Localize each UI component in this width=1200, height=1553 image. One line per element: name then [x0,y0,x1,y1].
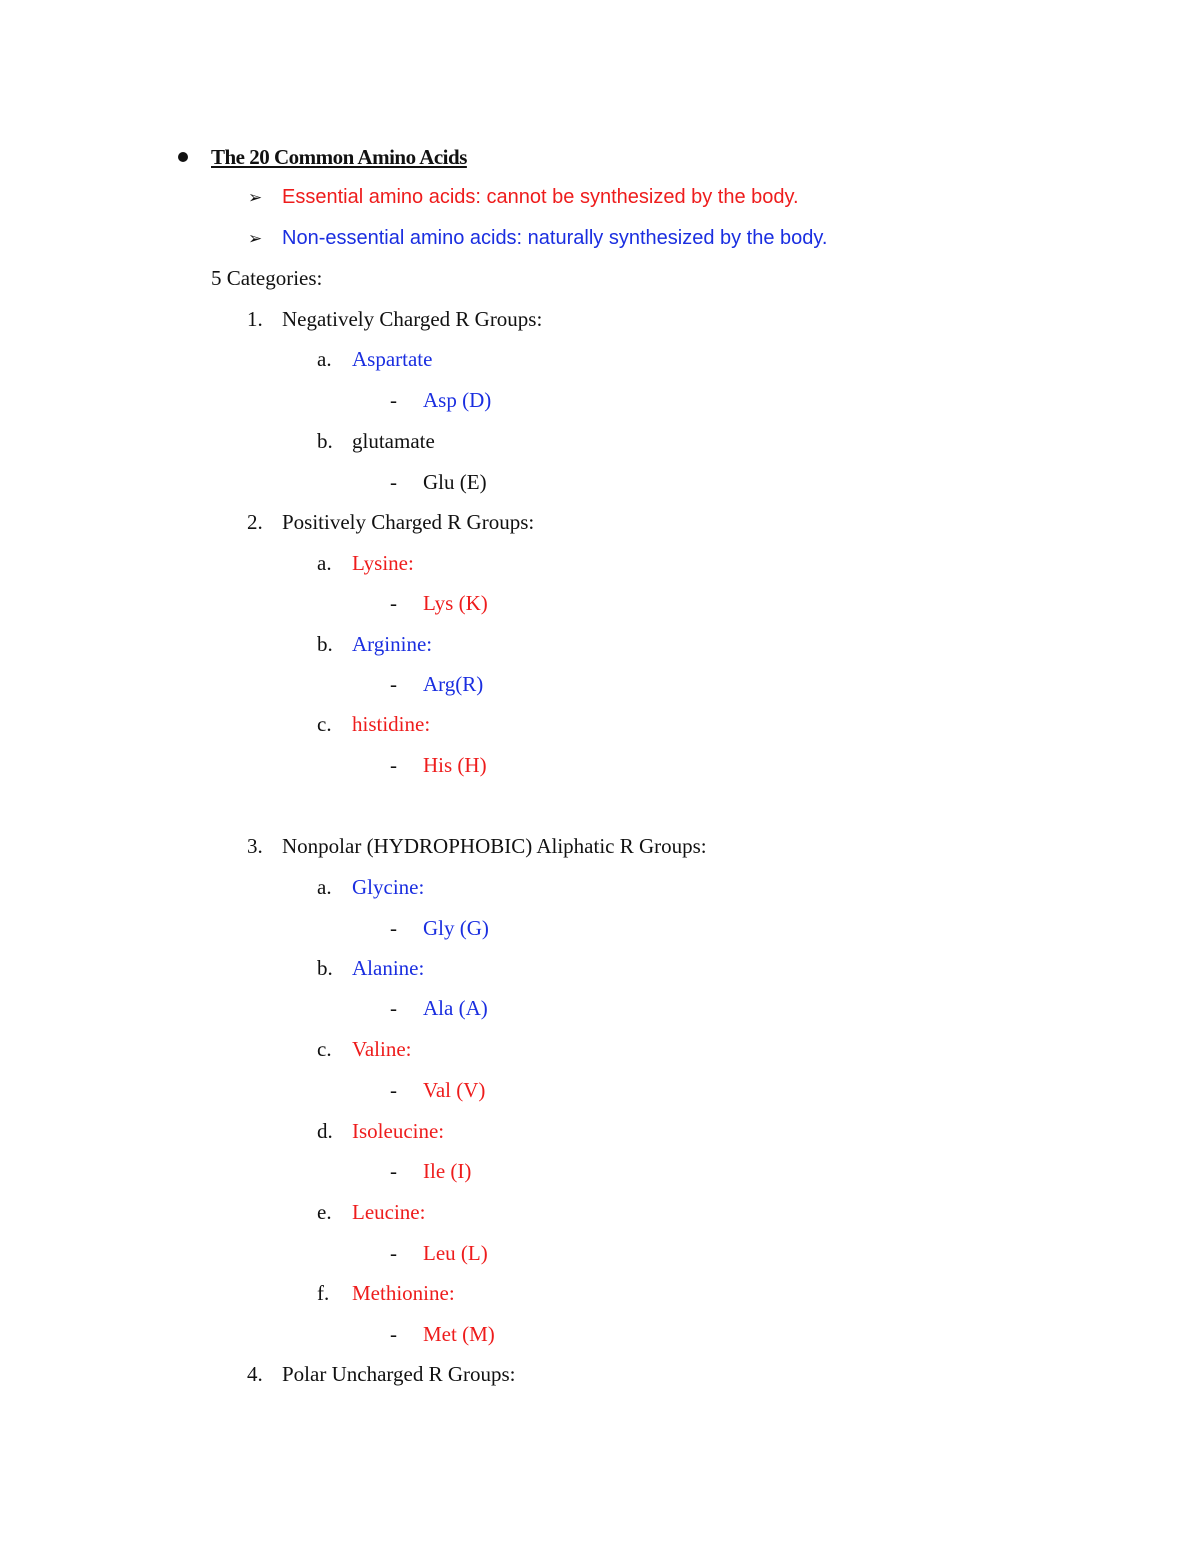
group-number: 3. [247,834,263,858]
bullet-icon [178,152,188,162]
group-number: 1. [247,307,263,331]
amino-acid-name: Arginine: [352,632,433,656]
essential-note: Essential amino acids: cannot be synthesized by the body. [282,186,799,208]
amino-acid-abbreviation: Ala (A) [423,996,488,1020]
item-letter: a. [317,551,332,575]
amino-acid-name: Methionine: [352,1281,455,1305]
group-label: Polar Uncharged R Groups: [282,1362,516,1386]
group-label: Positively Charged R Groups: [282,510,535,534]
dash-marker: - [390,1078,397,1102]
amino-acid-abbreviation: Leu (L) [423,1241,488,1265]
arrow-bullet-icon: ➢ [248,229,263,248]
item-letter: a. [317,875,332,899]
amino-acid-name: glutamate [352,429,435,453]
amino-acid-abbreviation: Asp (D) [423,388,492,412]
amino-acid-abbreviation: Lys (K) [423,591,488,615]
amino-acid-abbreviation: His (H) [423,753,487,777]
item-letter: b. [317,632,333,656]
amino-acid-name: Valine: [352,1037,412,1061]
item-letter: b. [317,956,333,980]
dash-marker: - [390,1241,397,1265]
dash-marker: - [390,1322,397,1346]
item-letter: d. [317,1119,333,1143]
group-number: 4. [247,1362,263,1386]
item-letter: a. [317,347,332,371]
item-letter: f. [317,1281,330,1305]
dash-marker: - [390,1159,397,1183]
amino-acid-abbreviation: Arg(R) [423,672,484,696]
dash-marker: - [390,591,397,615]
amino-acid-abbreviation: Met (M) [423,1322,495,1346]
amino-acid-abbreviation: Ile (I) [423,1159,472,1183]
page-title: The 20 Common Amino Acids [211,145,467,169]
amino-acid-name: Lysine: [352,551,414,575]
arrow-bullet-icon: ➢ [248,188,263,207]
amino-acid-abbreviation: Val (V) [423,1078,486,1102]
amino-acid-name: Isoleucine: [352,1119,445,1143]
dash-marker: - [390,916,397,940]
item-letter: b. [317,429,333,453]
nonessential-note: Non-essential amino acids: naturally synthesized by the body. [282,227,828,249]
dash-marker: - [390,996,397,1020]
amino-acid-name: histidine: [352,712,431,736]
item-letter: c. [317,1037,332,1061]
categories-heading: 5 Categories: [211,266,323,290]
dash-marker: - [390,388,397,412]
dash-marker: - [390,672,397,696]
group-label: Nonpolar (HYDROPHOBIC) Aliphatic R Groups: [282,834,707,858]
group-label: Negatively Charged R Groups: [282,307,543,331]
amino-acid-name: Leucine: [352,1200,426,1224]
amino-acid-abbreviation: Gly (G) [423,916,489,940]
amino-acid-name: Alanine: [352,956,425,980]
dash-marker: - [390,753,397,777]
dash-marker: - [390,470,397,494]
item-letter: e. [317,1200,332,1224]
amino-acid-abbreviation: Glu (E) [423,470,487,494]
amino-acid-name: Glycine: [352,875,425,899]
amino-acid-name: Aspartate [352,347,433,371]
group-number: 2. [247,510,263,534]
item-letter: c. [317,712,332,736]
